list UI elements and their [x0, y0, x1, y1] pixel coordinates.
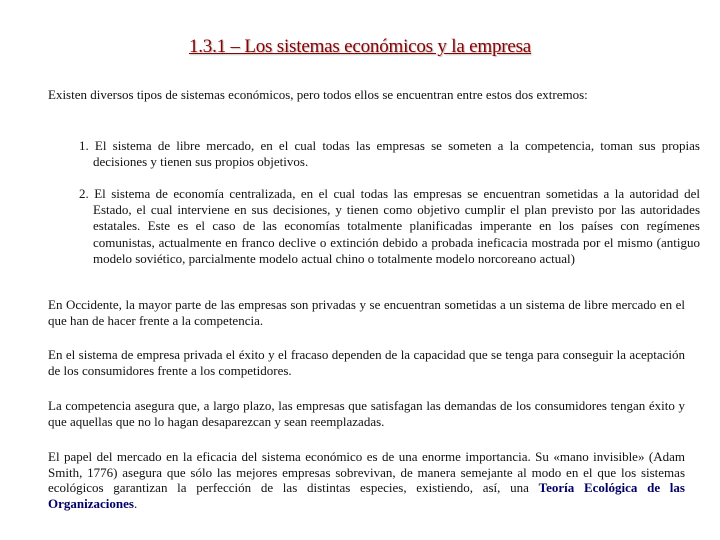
market-role-text: El papel del mercado en la eficacia del sistema económico es de una enorme importancia. Su «mano invisible» (Adam Smith, 1776) asegura que sólo las mejores empresas sobrevivan, de manera semejante al modo en el que los sistemas ecológicos garantizan la perfección de las distintas especies, existiendo, así, una: [48, 449, 685, 495]
paragraph-competition: La competencia asegura que, a largo plazo, las empresas que satisfagan las demandas de los consumidores tengan éxito y que aquellas que no lo hagan desaparezcan y sean reemplazadas.: [48, 398, 685, 429]
paragraph-private-enterprise: En el sistema de empresa privada el éxito y el fracaso dependen de la capacidad que se tenga para conseguir la aceptación de los consumidores frente a los competidores.: [48, 347, 685, 378]
paragraph-occidente: En Occidente, la mayor parte de las empresas son privadas y se encuentran sometidas a un sistema de libre mercado en el que han de hacer frente a la competencia.: [48, 297, 685, 328]
paragraph-market-role: [48, 449, 685, 511]
market-role-end: .: [133, 495, 138, 511]
intro-paragraph: Existen diversos tipos de sistemas económicos, pero todos ellos se encuentran entre estos dos extremos:: [48, 87, 588, 102]
ecological-theory-emphasis: Teoría Ecológica de las Organizaciones: [48, 480, 685, 511]
list-item-centralized-economy: 2. El sistema de economía centralizada, en el cual todas las empresas se encuentran sometidas a la autoridad del Estado, el cual interviene en sus decisiones, y tienen como objetivo cumplir el plan previsto por las autoridades estatales. Este es el caso de las economías totalmente planificadas imperante en los países con regímenes comunistas, actualmente en franco declive o extinción debido a probada ineficacia mostrada por el mismo (antiguo modelo soviético, parcialmente modelo actual chino o totalmente modelo norcoreano actual): [79, 186, 700, 266]
page-title: 1.3.1 – Los sistemas económicos y la empresa: [188, 36, 532, 57]
list-item-free-market: 1. El sistema de libre mercado, en el cual todas las empresas se someten a la competencia, toman sus propias decisiones y tienen sus propios objetivos.: [79, 138, 700, 169]
